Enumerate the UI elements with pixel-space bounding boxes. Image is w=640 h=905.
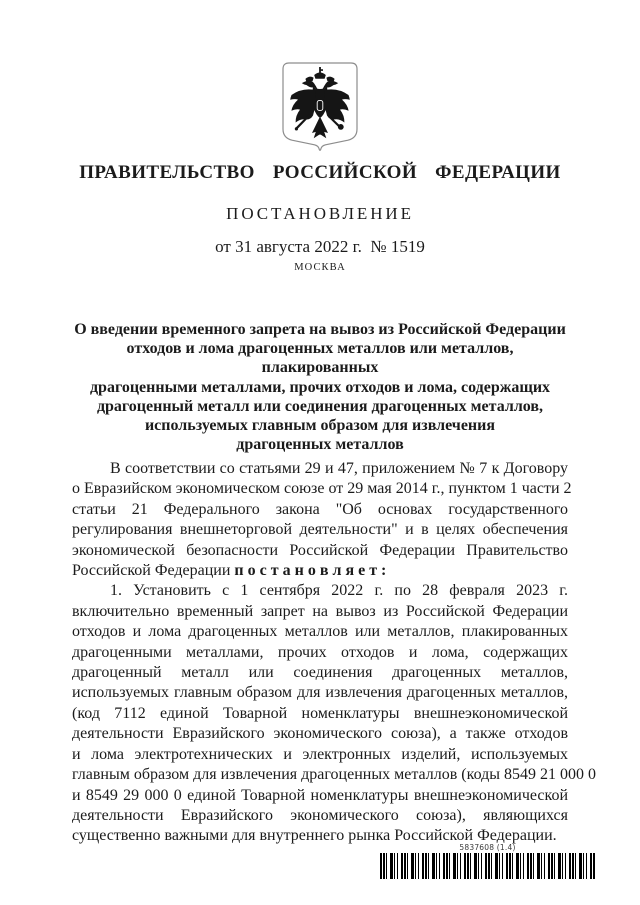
text-line: статьи 21 Федерального закона "Об основах государственного (72, 500, 568, 518)
text-line: и лома электротехнических и электронных изделий, используемых (72, 745, 568, 763)
decree-type-label: ПОСТАНОВЛЕНИЕ (226, 204, 414, 223)
subject-line: О введении временного запрета на вывоз из Российской Федерации (74, 321, 566, 338)
text-line: драгоценными металлами, прочих отходов и лома, содержащих (72, 643, 568, 661)
text-line: и 8549 29 000 0 единой Товарной номенклатуры внешнеэкономической (72, 786, 568, 804)
government-title: ПРАВИТЕЛЬСТВО РОССИЙСКОЙ ФЕДЕРАЦИИ (79, 162, 561, 183)
text-line: отходов и лома драгоценных металлов или металлов, плакированных (72, 623, 568, 641)
registration-barcode (380, 844, 595, 879)
city-label: МОСКВА (294, 262, 346, 273)
paragraph-preamble (72, 459, 572, 581)
paragraph-item-1 (72, 581, 596, 846)
text-line (72, 561, 568, 581)
subject-line: используемых главным образом для извлечения (144, 417, 496, 435)
text-line: деятельности Евразийского экономического союза), а также отходов (72, 725, 568, 743)
barcode-bars (380, 853, 595, 879)
text-line: экономической безопасности Российской Федерации Правительство (72, 541, 568, 559)
text-line: В соответствии со статьями 29 и 47, приложением № 7 к Договору (110, 460, 568, 477)
text-line: включительно временный запрет на вывоз из Российской Федерации (72, 602, 568, 620)
barcode-label: 5837608 (1.4) (459, 843, 516, 852)
text-line: деятельности Евразийского экономического союза), являющихся (72, 806, 568, 824)
subject-line: драгоценный металл или соединения драгоценных металлов, (96, 397, 544, 415)
date-number-line: от 31 августа 2022 г. № 1519 (215, 237, 425, 256)
preamble-tail: Российской Федерации (72, 562, 235, 580)
text-line: главным образом для извлечения драгоценных металлов (коды 8549 21 000 0 (72, 766, 596, 784)
subject-line: драгоценных металлов (236, 436, 404, 454)
text-line: используемых главным образом для извлечения драгоценных металлов, (72, 684, 568, 702)
resolves-keyword: п о с т а н о в л я е т : (234, 562, 387, 580)
text-line: регулирования внешнеторговой деятельности" и в целях обеспечения (72, 521, 568, 539)
text-line: 1. Установить с 1 сентября 2022 г. по 28 февраля 2023 г. (110, 582, 568, 600)
text-line: (код 7112 единой Товарной номенклатуры внешнеэкономической (72, 704, 568, 722)
text-line: драгоценный металл или соединения драгоценных металлов, (72, 664, 568, 682)
coat-of-arms-icon (282, 62, 358, 152)
decree-subject (70, 320, 570, 454)
subject-line: отходов и лома драгоценных металлов или металлов, плакированных (126, 340, 514, 377)
text-line: о Евразийском экономическом союзе от 29 мая 2014 г., пунктом 1 части 2 (72, 480, 572, 498)
subject-line: драгоценными металлами, прочих отходов и лома, содержащих (89, 378, 551, 396)
text-line: существенно важными для внутреннего рынка Российской Федерации. (72, 827, 557, 845)
decree-body (72, 459, 596, 847)
